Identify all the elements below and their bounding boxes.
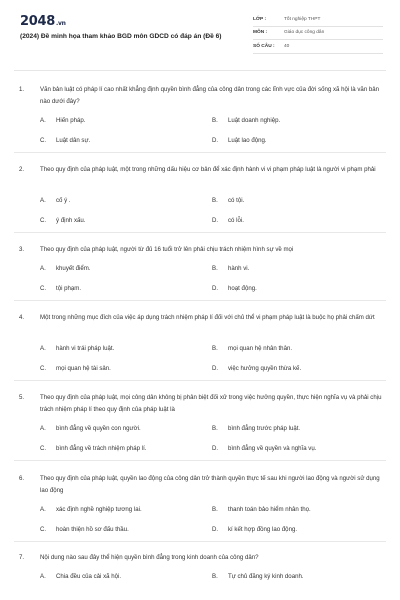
question-number: 6. [19, 475, 25, 482]
option-letter: C. [40, 365, 47, 372]
option-text: bình đẳng về quyền con người. [56, 425, 141, 432]
option-text: hoạt động. [228, 285, 257, 292]
option-letter: B. [212, 345, 218, 352]
option-letter: D. [212, 285, 219, 292]
option-text: có lỗi. [228, 217, 244, 224]
option-text: bình đẳng trước pháp luật. [228, 425, 301, 432]
option-b[interactable] [212, 264, 249, 274]
option-text: xác định nghề nghiệp tương lai. [56, 506, 142, 513]
option-letter: A. [40, 117, 46, 124]
option-b[interactable] [212, 505, 311, 515]
question-item [14, 542, 386, 600]
option-letter: C. [40, 285, 47, 292]
option-d[interactable] [212, 364, 301, 374]
option-text: Luật lao động. [228, 137, 267, 144]
option-b[interactable] [212, 424, 300, 434]
question-number: 1. [19, 86, 25, 93]
option-letter: A. [40, 573, 46, 580]
option-text: thanh toán bảo hiểm nhân thọ. [228, 506, 311, 513]
option-text: hoàn thiện hồ sơ đấu thầu. [56, 526, 129, 533]
question-number: 3. [19, 246, 25, 253]
option-letter: A. [40, 265, 46, 272]
option-letter: B. [212, 197, 218, 204]
option-text: tội phạm. [56, 285, 82, 292]
question-text: Theo quy định của pháp luật, mọi công dân không bị phân biệt đối xử trong việc hưởng quyền, thực hiện nghĩa vụ và phải chịu trách nhiệm pháp lí theo quy định của pháp luật là [40, 394, 382, 413]
meta-value: Tốt nghiệp THPT [284, 16, 321, 22]
question-text: Một trong những mục đích của việc áp dụng trách nhiệm pháp lí đối với chủ thể vi phạm pháp luật là buộc họ phải chấm dứt [40, 314, 375, 321]
option-text: mọi quan hệ tài sản. [56, 365, 111, 372]
option-text: kí kết hợp đồng lao động. [228, 526, 298, 533]
option-c[interactable] [40, 364, 111, 374]
option-text: hành vi. [228, 265, 250, 272]
option-letter: A. [40, 345, 46, 352]
question-number: 4. [19, 314, 25, 321]
question-item [14, 461, 386, 542]
question-item [14, 72, 386, 153]
option-text: có tội. [228, 197, 245, 204]
option-letter: B. [212, 506, 218, 513]
option-a[interactable] [40, 572, 121, 582]
meta-row-subject [253, 27, 383, 41]
meta-table [253, 13, 383, 54]
question-text: Theo quy định của pháp luật, người từ đủ 16 tuổi trở lên phải chịu trách nhiệm hình sự về mọi [40, 246, 294, 253]
option-d[interactable] [212, 444, 316, 454]
question-number: 5. [19, 394, 25, 401]
option-text: Luật dân sự. [56, 137, 91, 144]
meta-row-class [253, 13, 383, 27]
question-text: Theo quy định của pháp luật, quyền lao động của công dân trở thành quyền thực tế sau khi người lao động và người sử dụng lao động [40, 475, 380, 494]
option-a[interactable] [40, 344, 114, 354]
option-letter: D. [212, 137, 219, 144]
question-list [0, 72, 400, 600]
question-text: Nội dung nào sau đây thể hiện quyền bình đẳng trong kinh doanh của công dân? [40, 554, 259, 561]
meta-value: 40 [284, 43, 290, 49]
option-text: ý định xấu. [56, 217, 86, 224]
option-text: Hiến pháp. [56, 117, 86, 124]
option-d[interactable] [212, 136, 267, 146]
site-logo[interactable] [20, 14, 66, 29]
option-c[interactable] [40, 216, 85, 226]
meta-key: MÔN : [253, 30, 268, 36]
option-b[interactable] [212, 572, 304, 582]
option-d[interactable] [212, 216, 244, 226]
option-letter: B. [212, 117, 218, 124]
logo-text: 2048 [20, 14, 55, 29]
question-item [14, 233, 386, 301]
option-letter: D. [212, 526, 219, 533]
option-text: Tự chủ đăng ký kinh doanh. [228, 573, 304, 580]
option-text: cố ý . [56, 197, 71, 204]
option-a[interactable] [40, 116, 85, 126]
option-letter: D. [212, 217, 219, 224]
option-a[interactable] [40, 424, 141, 434]
header-divider [14, 70, 386, 71]
option-letter: C. [40, 137, 47, 144]
option-letter: A. [40, 197, 46, 204]
option-letter: C. [40, 445, 47, 452]
option-c[interactable] [40, 525, 129, 535]
option-c[interactable] [40, 444, 146, 454]
option-text: Chia đều của cải xã hội. [56, 573, 122, 580]
option-letter: B. [212, 425, 218, 432]
option-c[interactable] [40, 284, 81, 294]
option-letter: C. [40, 217, 47, 224]
question-item [14, 301, 386, 381]
option-a[interactable] [40, 196, 71, 206]
question-item [14, 381, 386, 461]
option-text: việc hưởng quyền thừa kế. [228, 365, 302, 372]
option-text: hành vi trái pháp luật. [56, 345, 115, 352]
option-letter: D. [212, 365, 219, 372]
document-title: (2024) Đề minh họa tham khảo BGD môn GDCD có đáp án (Đề 6) [20, 33, 222, 40]
option-c[interactable] [40, 136, 90, 146]
question-number: 7. [19, 554, 25, 561]
option-letter: A. [40, 425, 46, 432]
logo-suffix: .vn [55, 20, 66, 27]
option-text: bình đẳng về trách nhiệm pháp lí. [56, 445, 147, 452]
option-d[interactable] [212, 284, 257, 294]
question-item [14, 153, 386, 233]
meta-key: SỐ CÂU : [253, 43, 275, 49]
option-a[interactable] [40, 264, 91, 274]
option-a[interactable] [40, 505, 142, 515]
header [0, 0, 400, 62]
meta-row-count [253, 40, 383, 54]
option-text: bình đẳng về quyền và nghĩa vụ. [228, 445, 317, 452]
option-letter: B. [212, 265, 218, 272]
question-number: 2. [19, 166, 25, 173]
option-text: mọi quan hệ nhân thân. [228, 345, 293, 352]
option-b[interactable] [212, 116, 280, 126]
option-b[interactable] [212, 344, 292, 354]
question-text: Theo quy định của pháp luật, một trong những dấu hiệu cơ bản để xác định hành vi vi phạm pháp luật là người vi phạm phải [40, 166, 376, 173]
meta-value: Giáo dục công dân [284, 30, 325, 36]
option-text: Luật doanh nghiệp. [228, 117, 281, 124]
option-d[interactable] [212, 525, 297, 535]
option-b[interactable] [212, 196, 244, 206]
option-text: khuyết điểm. [56, 265, 91, 272]
option-letter: C. [40, 526, 47, 533]
option-letter: D. [212, 445, 219, 452]
option-letter: B. [212, 573, 218, 580]
question-text: Văn bản luật có pháp lí cao nhất khẳng định quyền bình đẳng của công dân trong các lĩnh vực của đời sống xã hội là văn bản nào dưới đây? [40, 86, 380, 105]
meta-key: LỚP : [253, 16, 267, 22]
option-letter: A. [40, 506, 46, 513]
